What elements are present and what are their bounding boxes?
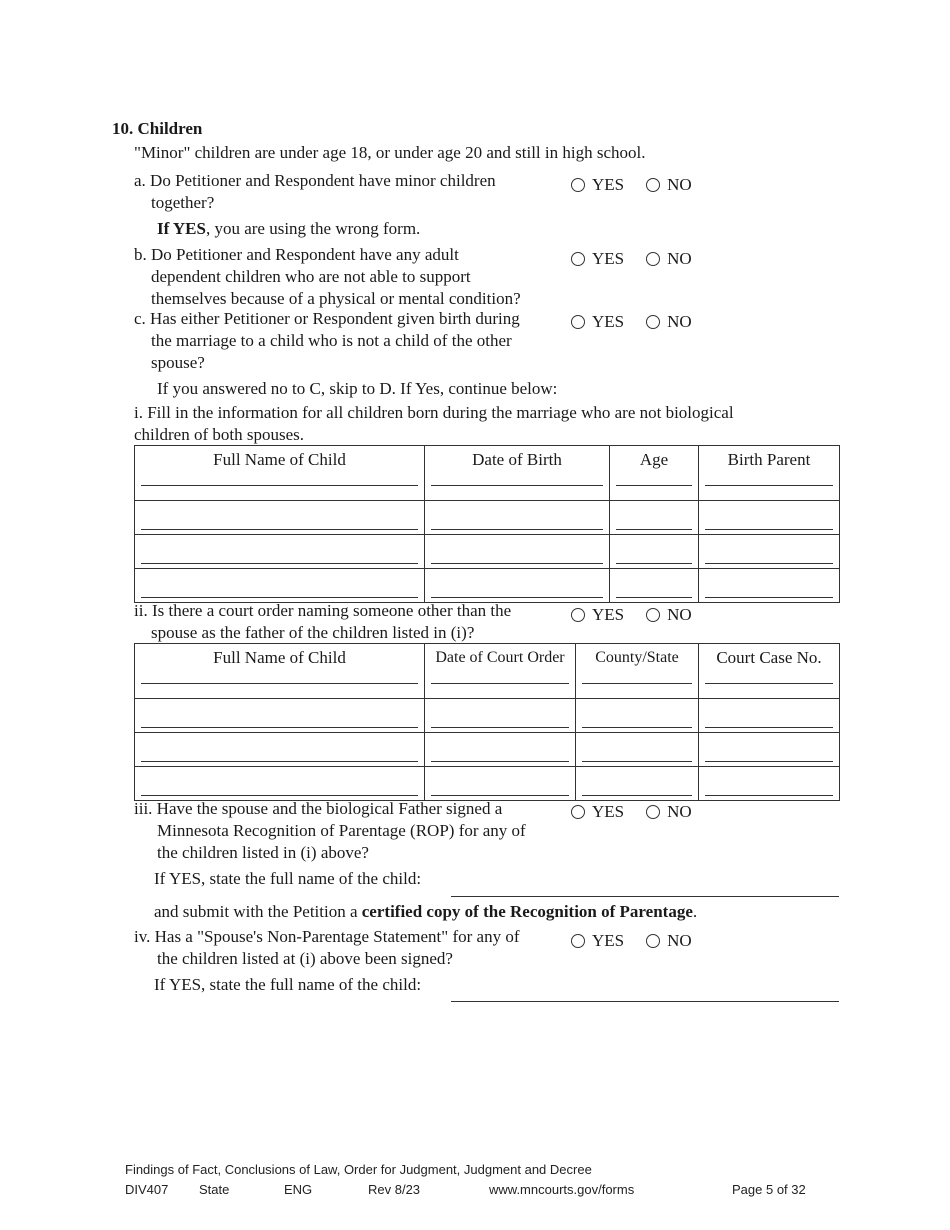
table-row — [135, 501, 840, 535]
question-a-line2: together? — [151, 193, 215, 212]
question-iii-if-yes: If YES, state the full name of the child: — [154, 869, 422, 888]
question-iii-line3: the children listed in (i) above? — [157, 843, 369, 862]
question-iv-line1: iv. Has a "Spouse's Non-Parentage Statement" for any of — [134, 927, 520, 946]
question-iv-no-option[interactable]: NO — [646, 930, 692, 952]
question-iv-radio-group — [571, 930, 714, 952]
question-a-no-option[interactable]: NO — [646, 174, 692, 196]
table-cell[interactable] — [135, 733, 425, 767]
question-c-radio-group — [571, 311, 714, 333]
table-cell[interactable] — [610, 569, 699, 603]
question-iv-line2: the children listed at (i) above been signed? — [157, 949, 453, 968]
question-c-no-option[interactable]: NO — [646, 311, 692, 333]
question-b-line2: dependent children who are not able to support — [151, 267, 471, 286]
table-cell[interactable] — [425, 767, 576, 801]
col-header-dob: Date of Birth — [425, 446, 610, 501]
table-row — [135, 733, 840, 767]
table-row — [135, 569, 840, 603]
question-c-yes-option[interactable]: YES — [571, 311, 624, 333]
table-cell[interactable] — [699, 733, 840, 767]
question-iii-radio-group — [571, 801, 714, 823]
radio-icon[interactable] — [571, 608, 585, 622]
question-b-radio-group — [571, 248, 714, 270]
table-cell[interactable] — [425, 535, 610, 569]
table-header-row — [135, 644, 840, 699]
table-header-row — [135, 446, 840, 501]
table-cell[interactable] — [576, 733, 699, 767]
question-b-yes-option[interactable]: YES — [571, 248, 624, 270]
question-c-line3: spouse? — [151, 353, 205, 372]
question-a-note: If YES, you are using the wrong form. — [157, 219, 421, 238]
table-cell[interactable] — [576, 767, 699, 801]
question-ii-yes-option[interactable]: YES — [571, 604, 624, 626]
question-i-line1: i. Fill in the information for all children born during the marriage who are not biological — [134, 403, 734, 422]
entry-line[interactable] — [431, 683, 569, 684]
question-b-no-option[interactable]: NO — [646, 248, 692, 270]
radio-icon[interactable] — [571, 805, 585, 819]
table-cell[interactable] — [425, 733, 576, 767]
question-ii-no-option[interactable]: NO — [646, 604, 692, 626]
entry-line[interactable] — [705, 485, 833, 486]
table-cell[interactable] — [425, 699, 576, 733]
question-a-yes-option[interactable]: YES — [571, 174, 624, 196]
entry-line[interactable] — [616, 485, 692, 486]
footer-language: ENG — [284, 1182, 313, 1197]
col-header-age: Age — [610, 446, 699, 501]
question-i-line2: children of both spouses. — [134, 425, 304, 444]
table-cell[interactable] — [610, 501, 699, 535]
entry-line[interactable] — [141, 683, 418, 684]
question-iv-child-name-line[interactable] — [451, 1001, 839, 1002]
question-iii-line2: Minnesota Recognition of Parentage (ROP) for any of — [157, 821, 526, 840]
question-b-line1: b. Do Petitioner and Respondent have any adult — [134, 245, 459, 264]
table-cell[interactable] — [699, 535, 840, 569]
footer-form-id: DIV407 — [125, 1182, 169, 1197]
table-row — [135, 767, 840, 801]
footer-revision: Rev 8/23 — [368, 1182, 421, 1197]
table-cell[interactable] — [699, 569, 840, 603]
table-row — [135, 699, 840, 733]
table-cell[interactable] — [135, 699, 425, 733]
table-cell[interactable] — [135, 535, 425, 569]
court-order-table — [134, 643, 840, 801]
question-iii-no-option[interactable]: NO — [646, 801, 692, 823]
question-c-line2: the marriage to a child who is not a child of the other — [151, 331, 512, 350]
section-title: 10. Children — [112, 119, 203, 138]
entry-line[interactable] — [141, 485, 418, 486]
footer-form-title: Findings of Fact, Conclusions of Law, Order for Judgment, Judgment and Decree — [125, 1162, 592, 1177]
radio-icon[interactable] — [571, 315, 585, 329]
entry-line[interactable] — [582, 683, 692, 684]
children-table — [134, 445, 840, 603]
question-iii-submit-note: and submit with the Petition a certified copy of the Recognition of Parentage. — [154, 902, 698, 921]
radio-icon[interactable] — [646, 934, 660, 948]
col-header-case-number: Court Case No. — [699, 644, 840, 699]
question-a-line1: a. Do Petitioner and Respondent have minor children — [134, 171, 496, 190]
question-iii-child-name-line[interactable] — [451, 896, 839, 897]
question-ii-line2: spouse as the father of the children listed in (i)? — [151, 623, 475, 642]
section-intro: "Minor" children are under age 18, or under age 20 and still in high school. — [134, 143, 646, 162]
entry-line[interactable] — [431, 485, 603, 486]
question-iv-yes-option[interactable]: YES — [571, 930, 624, 952]
col-header-court-order-date: Date of Court Order — [425, 644, 576, 699]
radio-icon[interactable] — [646, 805, 660, 819]
footer-website-link[interactable]: www.mncourts.gov/forms — [489, 1182, 635, 1197]
question-iv-if-yes: If YES, state the full name of the child: — [154, 975, 422, 994]
col-header-birth-parent: Birth Parent — [699, 446, 840, 501]
question-a-radio-group — [571, 174, 714, 196]
col-header-county-state: County/State — [576, 644, 699, 699]
table-cell[interactable] — [576, 699, 699, 733]
radio-icon[interactable] — [571, 252, 585, 266]
radio-icon[interactable] — [646, 608, 660, 622]
radio-icon[interactable] — [646, 252, 660, 266]
table-cell[interactable] — [699, 501, 840, 535]
radio-icon[interactable] — [571, 178, 585, 192]
question-iii-line1: iii. Have the spouse and the biological Father signed a — [134, 799, 503, 818]
table-cell[interactable] — [425, 501, 610, 535]
col-header-name: Full Name of Child — [135, 644, 425, 699]
table-cell[interactable] — [699, 699, 840, 733]
question-c-note: If you answered no to C, skip to D. If Yes, continue below: — [157, 379, 558, 398]
table-cell[interactable] — [135, 767, 425, 801]
entry-line[interactable] — [705, 683, 833, 684]
table-cell[interactable] — [699, 767, 840, 801]
footer-jurisdiction: State — [199, 1182, 230, 1197]
question-ii-radio-group — [571, 604, 714, 626]
footer-page-number: Page 5 of 32 — [732, 1182, 806, 1197]
question-iii-yes-option[interactable]: YES — [571, 801, 624, 823]
table-cell[interactable] — [610, 535, 699, 569]
table-row — [135, 535, 840, 569]
radio-icon[interactable] — [646, 178, 660, 192]
question-b-line3: themselves because of a physical or mental condition? — [151, 289, 521, 308]
col-header-name: Full Name of Child — [135, 446, 425, 501]
table-cell[interactable] — [135, 569, 425, 603]
question-c-line1: c. Has either Petitioner or Respondent given birth during — [134, 309, 520, 328]
table-cell[interactable] — [135, 501, 425, 535]
radio-icon[interactable] — [646, 315, 660, 329]
radio-icon[interactable] — [571, 934, 585, 948]
table-cell[interactable] — [425, 569, 610, 603]
question-ii-line1: ii. Is there a court order naming someone other than the — [134, 601, 512, 620]
